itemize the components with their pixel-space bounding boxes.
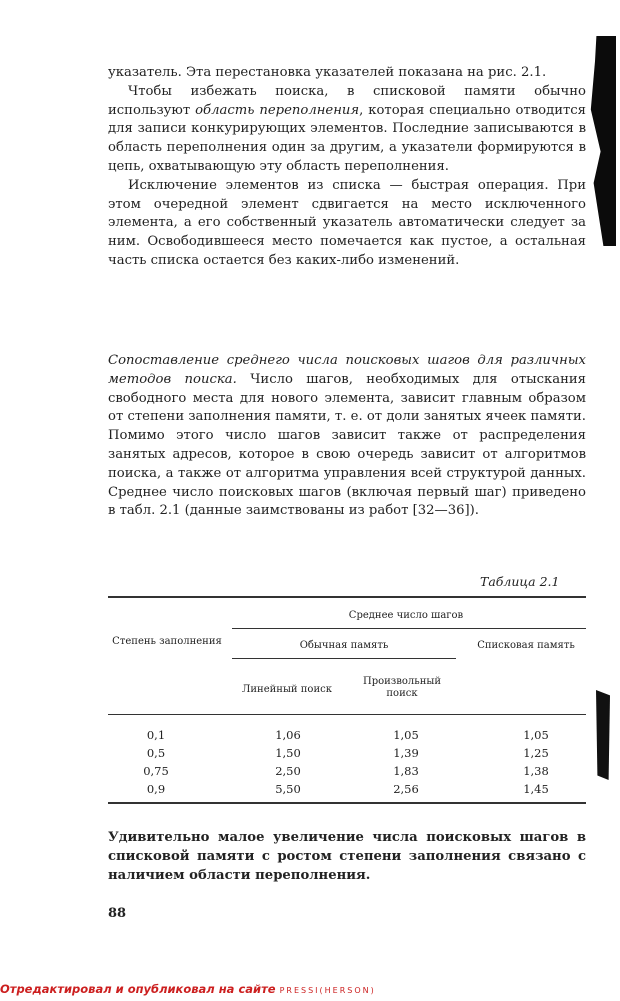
subheader-list: Списковая память [477,640,575,651]
col-header-fill: Степень заполнения [112,636,222,647]
group-rule [232,628,586,629]
table-caption: Таблица 2.1 [480,574,560,589]
scan-dark-edge [588,36,616,246]
table-top-rule [108,596,586,598]
scan-dark-mark [596,690,610,780]
term-overflow-area: область переполнения [195,102,360,118]
paragraph-2: Чтобы избежать поиска, в списковой памяти обычно используют область переполнения, которая специально отводится для записи конкурирующих элементов. Последние записываются в область переполнения один за другим, а указатели формируются в цепь, охватывающую эту область переполнения. [108,83,586,174]
header-bottom-rule [108,714,586,715]
col-header-random: Произвольный поиск [363,676,441,699]
closing-paragraph: Удивительно малое увеличение числа поисковых шагов в списковой памяти с ростом степени заполнения связано с наличием области переполнения. [108,830,586,883]
page-number: 88 [108,906,127,921]
body-text-comparison [108,352,586,521]
subgroup-rule [232,658,456,659]
footer-text: Отредактировал и опубликовал на сайте [0,982,276,996]
subheader-ordinary: Обычная память [299,640,389,651]
paragraph-4: Сопоставление среднего числа поисковых шагов для различных методов поиска. Число шагов, необходимых для отыскания свободного места для нового элемента, зависит главным образом от степени заполнения памяти, т. е. от доли занятых ячеек памяти. Помимо этого число шагов зависит также от распределения занятых адресов, которое в свою очередь зависит от алгоритмов поиска, а также от алгоритма управления всей структурой данных. Среднее число поисковых шагов (включая первый шаг) приведено в табл. 2.1 (данные заимствованы из работ [32—36]). [108,353,586,519]
body-text-top [108,64,586,271]
search-steps-table: Среднее число шагов Степень заполнения Обычная память Списковая память Линейный поиск Произвольный поиск 0,1 1,06 1,05 1,05 0,5 1,50 1,39 1,25 0,75 2,50 1,83 1,38 0,9 5,50 2,56 1,45 [108,596,586,804]
section-run-in-heading: Сопоставление среднего числа поисковых шагов для различных методов поиска. [108,353,586,387]
footer-site: PRESSI(HERSON) [279,986,376,995]
col-header-linear: Линейный поиск [242,684,332,695]
table-bottom-rule [108,802,586,804]
footer-credit [0,982,620,996]
paragraph-3: Исключение элементов из списка — быстрая операция. При этом очередной элемент сдвигается на место исключенного элемента, а его собственный указатель автоматически следует за ним. Освободившееся место помечается как пустое, а остальная часть списка остается без каких-либо изменений. [108,177,586,268]
group-header: Среднее число шагов [348,610,464,621]
paragraph-1: указатель. Эта перестановка указателей показана на рис. 2.1. [108,65,547,80]
